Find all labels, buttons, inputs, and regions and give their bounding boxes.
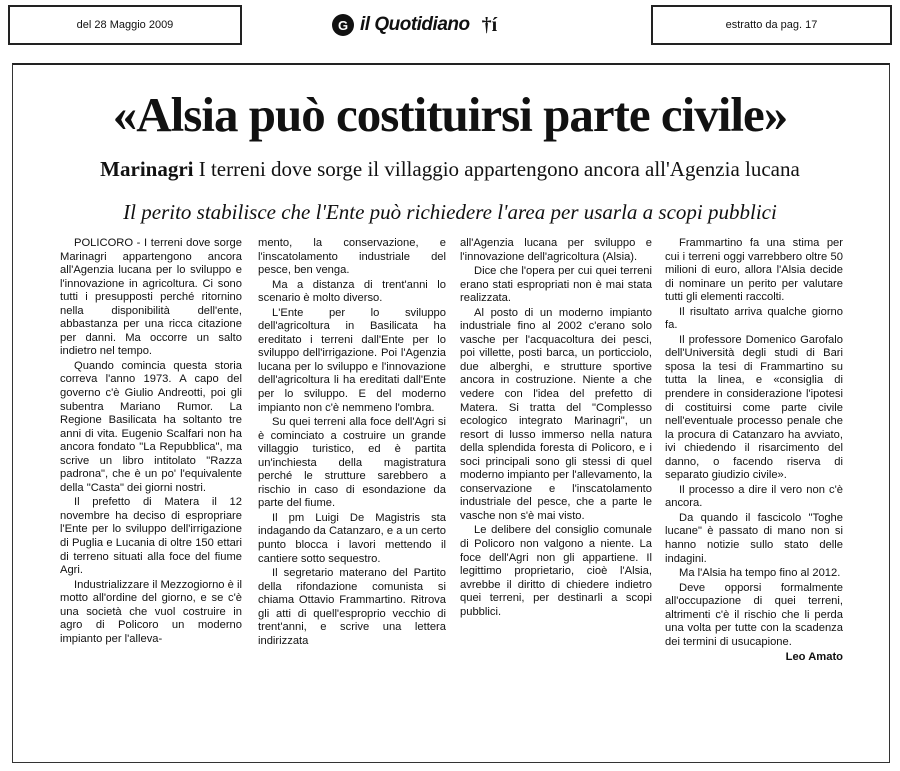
extract-box: [651, 5, 892, 45]
kicker-line: [0, 156, 900, 182]
paragraph: Le delibere del consiglio comunale di Policoro non valgono a niente. La foce dell'Agri non gli appartiene. Il legittimo proprietario, cioè l'Alsia, avrebbe il diritto di chiedere indietro quei terreni, per destinarli a scopi pubblici.: [460, 524, 652, 618]
paragraph: Ma a distanza di trent'anni lo scenario è molto diverso.: [258, 278, 446, 305]
newspaper-mark: †í: [481, 13, 498, 36]
extract-page: estratto da pag. 17: [725, 19, 818, 31]
date-box: [8, 5, 242, 45]
paragraph: Su quei terreni alla foce dell'Agri si è cominciato a costruire un grande villaggio turistico, ed è partita un'inchiesta della magistratura perché le strutture sarebbero a rischio in caso di esondazione da parte del fiume.: [258, 416, 446, 510]
article-column-3: [460, 237, 652, 757]
paragraph: Quando comincia questa storia correva l'anno 1973. A capo del governo c'è Giulio Andreotti, poi gli subentra Mariano Rumor. La Regione Basilicata ha soltanto tre anni di vita. Eugenio Scalfari non ha ancora fondato "La Repubblica", ma scrive un libro intitolato "Razza padrona", che è un po' l'equivalente della "Casta" dei giorni nostri.: [60, 359, 242, 494]
byline: Leo Amato: [785, 651, 843, 664]
article-column-1: [60, 237, 242, 757]
newspaper-logo-icon: G: [332, 14, 354, 36]
paragraph: Dice che l'opera per cui quei terreni erano stati espropriati non è mai stata realizzata.: [460, 265, 652, 305]
paragraph: Il professore Domenico Garofalo dell'Università degli studi di Bari sposa la tesi di Frammartino su tutta la linea, e «consiglia di prendere in considerazione l'ipotesi di costituirsi come parte civile nell'eventuale processo penale che la procura di Catanzaro ha avviato, ivi chiedendo il risarcimento del danno, o facendo riserva di separato giudizio civile».: [665, 333, 843, 482]
paragraph: Al posto di un moderno impianto industriale fino al 2002 c'erano solo vasche per l'acquacoltura dei pesci, poi villette, posti barca, un porticciolo, due alberghi, e strutture sportive ancora in costruzione. Niente a che vedere con l'idea del prefetto di Matera. Si tratta del "Complesso ecologico integrato Marinagri", un resort di lusso immerso nella natura della splendida foresta di Policoro, e i soci principali sono gli stessi di quel moderno impianto per l'allevamento, la conservazione e l'inscatolamento industriale del pesce, che a parte le vasche non s'è mai visto.: [460, 306, 652, 522]
paragraph: L'Ente per lo sviluppo dell'agricoltura in Basilicata ha ereditato i terreni dall'Ente per lo sviluppo dell'irrigazione. Poi l'Agenzia lucana per lo sviluppo e l'innovazione dell'agricoltura li ha ereditati dall'Ente per lo sviluppo. E del moderno impianto non c'è nemmeno l'ombra.: [258, 306, 446, 414]
paragraph: Il risultato arriva qualche giorno fa.: [665, 305, 843, 332]
article-column-4: [665, 237, 843, 757]
kicker: Marinagri: [100, 157, 194, 181]
paragraph: Ma l'Alsia ha tempo fino al 2012.: [679, 567, 841, 580]
paragraph: Frammartino fa una stima per cui i terreni oggi varrebbero oltre 50 milioni di euro, allora l'Alsia decide di nominare un perito per valutare tutti gli elementi raccolti.: [665, 237, 843, 304]
headline: «Alsia può costituirsi parte civile»: [112, 87, 788, 142]
paragraph: mento, la conservazione, e l'inscatolamento industriale del pesce, ben venga.: [258, 237, 446, 277]
paragraph: all'Agenzia lucana per sviluppo e l'innovazione dell'agricoltura (Alsia).: [460, 237, 652, 263]
article-column-2: [258, 237, 446, 757]
paragraph: Deve opporsi formalmente all'occupazione di quei terreni, altrimenti c'è il rischio che li perda una volta per tutte con la scadenza dei termini di usucapione.: [665, 581, 843, 648]
paragraph: Il processo a dire il vero non c'è ancora.: [665, 483, 843, 510]
paragraph: Industrializzare il Mezzogiorno è il motto all'ordine del giorno, e se c'è una società che vuol costruire in agro di Policoro un moderno impianto per l'alleva-: [60, 578, 242, 645]
masthead: [332, 5, 497, 45]
publication-date: del 28 Maggio 2009: [76, 19, 174, 31]
newspaper-name: il Quotidiano: [360, 14, 470, 35]
paragraph: Il segretario materano del Partito della rifondazione comunista si chiama Ottavio Frammartino. Ritrova gli atti di quell'esproprio vecchio di trent'anni, e scrive una lettera indirizzata: [258, 567, 446, 647]
summary: I terreni dove sorge il villaggio appartengono ancora all'Agenzia lucana: [198, 157, 800, 181]
paragraph: POLICORO - I terreni dove sorge Marinagri appartengono ancora all'Agenzia lucana per lo sviluppo e l'innovazione in agricoltura. Ci sono tutti i presupposti perché ritornino nella disponibilità dell'ente, abbastanza per una ricca citazione per danni. Ma occorre un salto indietro nel tempo.: [60, 237, 242, 358]
subheadline: Il perito stabilisce che l'Ente può richiedere l'area per usarla a scopi pubblici: [123, 200, 777, 224]
paragraph: Il prefetto di Matera il 12 novembre ha deciso di espropriare l'Ente per lo sviluppo dell'irrigazione di Puglia e Lucania di oltre 150 ettari di terreno situati alla foce del fiume Agri.: [60, 496, 242, 577]
paragraph: Il pm Luigi De Magistris sta indagando da Catanzaro, e a un certo punto blocca i lavori mettendo il cantiere sotto sequestro.: [258, 511, 446, 565]
paragraph: Da quando il fascicolo "Toghe lucane" è passato di mano non si hanno notizie sullo stato delle indagini.: [665, 511, 843, 565]
